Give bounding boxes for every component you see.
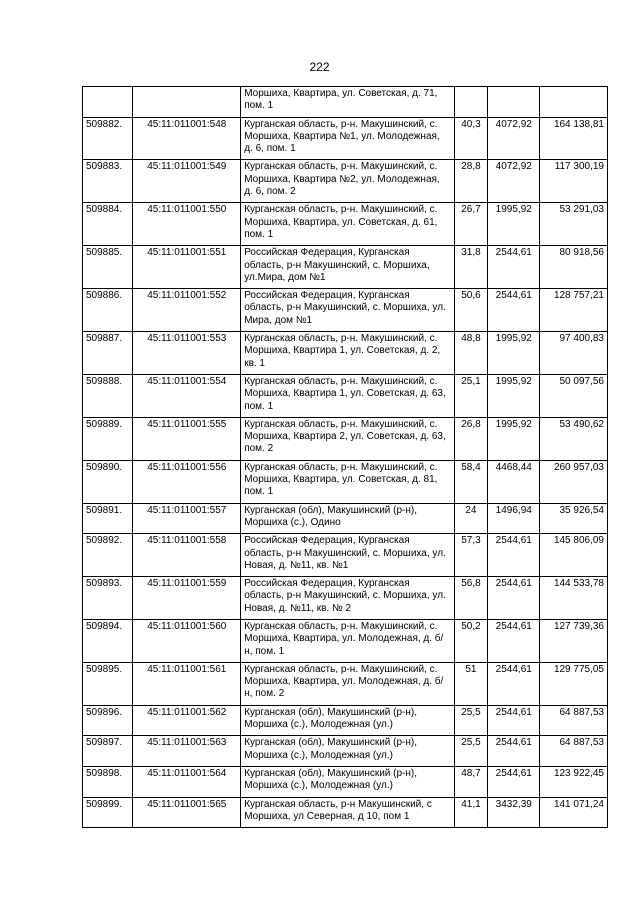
cadastral-number-cell: 45:11:011001:557 — [133, 503, 241, 534]
row-number-cell: 509893. — [83, 577, 133, 620]
cadastral-number-cell: 45:11:011001:553 — [133, 332, 241, 375]
area-cell: 56,8 — [454, 577, 487, 620]
row-number-cell: 509898. — [83, 766, 133, 797]
area-cell: 51 — [454, 662, 487, 705]
table-row — [83, 534, 608, 577]
address-cell: Российская Федерация, Курганская область, р-н Макушинский, с. Моршиха, ул. Новая, д. №11, кв. № 2 — [241, 577, 455, 620]
cadastral-value-cell — [540, 87, 608, 118]
property-registry-table — [82, 86, 608, 828]
rate-cell: 2544,61 — [488, 766, 540, 797]
cadastral-number-cell: 45:11:011001:558 — [133, 534, 241, 577]
rate-cell: 2544,61 — [488, 705, 540, 736]
cadastral-value-cell: 53 490,62 — [540, 417, 608, 460]
rate-cell: 4072,92 — [488, 117, 540, 160]
cadastral-number-cell: 45:11:011001:561 — [133, 662, 241, 705]
cadastral-number-cell: 45:11:011001:559 — [133, 577, 241, 620]
address-cell: Российская Федерация, Курганская область, р-н Макушинский, с. Моршиха, ул.Мира, дом №1 — [241, 246, 455, 289]
table-row — [83, 577, 608, 620]
rate-cell: 2544,61 — [488, 534, 540, 577]
rate-cell: 2544,61 — [488, 246, 540, 289]
table-row — [83, 417, 608, 460]
cadastral-value-cell: 80 918,56 — [540, 246, 608, 289]
row-number-cell: 509884. — [83, 203, 133, 246]
area-cell: 25,5 — [454, 705, 487, 736]
row-number-cell: 509888. — [83, 374, 133, 417]
area-cell: 50,6 — [454, 289, 487, 332]
row-number-cell: 509895. — [83, 662, 133, 705]
row-number-cell: 509882. — [83, 117, 133, 160]
rate-cell: 1995,92 — [488, 332, 540, 375]
rate-cell: 2544,61 — [488, 577, 540, 620]
cadastral-value-cell: 35 926,54 — [540, 503, 608, 534]
cadastral-number-cell: 45:11:011001:555 — [133, 417, 241, 460]
table-row — [83, 117, 608, 160]
table-row — [83, 503, 608, 534]
row-number-cell: 509892. — [83, 534, 133, 577]
page-number: 222 — [309, 60, 330, 74]
rate-cell: 3432,39 — [488, 797, 540, 828]
row-number-cell: 509886. — [83, 289, 133, 332]
cadastral-value-cell: 117 300,19 — [540, 160, 608, 203]
address-cell: Курганская (обл), Макушинский (р-н), Моршиха (с.), Молодежная (ул.) — [241, 705, 455, 736]
address-cell: Курганская область, р-н. Макушинский, с. Моршиха, Квартира, ул. Советская, д. 81, пом. 1 — [241, 460, 455, 503]
area-cell: 48,8 — [454, 332, 487, 375]
address-cell: Моршиха, Квартира, ул. Советская, д. 71, пом. 1 — [241, 87, 455, 118]
table-row — [83, 797, 608, 828]
row-number-cell: 509889. — [83, 417, 133, 460]
area-cell: 31,8 — [454, 246, 487, 289]
rate-cell: 2544,61 — [488, 736, 540, 767]
address-cell: Курганская область, р-н. Макушинский, с. Моршиха, Квартира 2, ул. Советская, д. 63, пом. 2 — [241, 417, 455, 460]
cadastral-value-cell: 123 922,45 — [540, 766, 608, 797]
area-cell: 48,7 — [454, 766, 487, 797]
table-row — [83, 203, 608, 246]
address-cell: Курганская область, р-н. Макушинский, с. Моршиха, Квартира №1, ул. Молодежная, д. 6, пом. 1 — [241, 117, 455, 160]
cadastral-number-cell: 45:11:011001:562 — [133, 705, 241, 736]
row-number-cell: 509894. — [83, 619, 133, 662]
table-row — [83, 87, 608, 118]
rate-cell: 1995,92 — [488, 203, 540, 246]
cadastral-value-cell: 145 806,09 — [540, 534, 608, 577]
area-cell: 26,8 — [454, 417, 487, 460]
address-cell: Курганская область, р-н. Макушинский, с. Моршиха, Квартира 1, ул. Советская, д. 63, пом. 1 — [241, 374, 455, 417]
cadastral-number-cell: 45:11:011001:563 — [133, 736, 241, 767]
table-row — [83, 160, 608, 203]
area-cell: 41,1 — [454, 797, 487, 828]
row-number-cell — [83, 87, 133, 118]
address-cell: Российская Федерация, Курганская область, р-н Макушинский, с. Моршиха, ул. Мира, дом №1 — [241, 289, 455, 332]
table-row — [83, 662, 608, 705]
row-number-cell: 509885. — [83, 246, 133, 289]
area-cell: 25,5 — [454, 736, 487, 767]
cadastral-value-cell: 50 097,56 — [540, 374, 608, 417]
table-row — [83, 460, 608, 503]
table-row — [83, 246, 608, 289]
address-cell: Курганская область, р-н. Макушинский, с. Моршиха, Квартира, ул. Молодежная, д. б/н, пом. 2 — [241, 662, 455, 705]
row-number-cell: 509887. — [83, 332, 133, 375]
cadastral-number-cell: 45:11:011001:551 — [133, 246, 241, 289]
area-cell: 58,4 — [454, 460, 487, 503]
cadastral-number-cell: 45:11:011001:548 — [133, 117, 241, 160]
rate-cell: 1995,92 — [488, 417, 540, 460]
area-cell: 50,2 — [454, 619, 487, 662]
rate-cell: 2544,61 — [488, 619, 540, 662]
rate-cell: 2544,61 — [488, 662, 540, 705]
rate-cell: 1995,92 — [488, 374, 540, 417]
cadastral-number-cell: 45:11:011001:556 — [133, 460, 241, 503]
cadastral-value-cell: 164 138,81 — [540, 117, 608, 160]
cadastral-value-cell: 97 400,83 — [540, 332, 608, 375]
area-cell: 25,1 — [454, 374, 487, 417]
table-row — [83, 705, 608, 736]
row-number-cell: 509890. — [83, 460, 133, 503]
cadastral-number-cell — [133, 87, 241, 118]
cadastral-number-cell: 45:11:011001:554 — [133, 374, 241, 417]
table-row — [83, 332, 608, 375]
cadastral-number-cell: 45:11:011001:564 — [133, 766, 241, 797]
address-cell: Курганская область, р-н Макушинский, с Моршиха, ул Северная, д 10, пом 1 — [241, 797, 455, 828]
row-number-cell: 509897. — [83, 736, 133, 767]
address-cell: Курганская область, р-н. Макушинский, с. Моршиха, Квартира, ул. Молодежная, д. б/н, пом. 1 — [241, 619, 455, 662]
cadastral-number-cell: 45:11:011001:560 — [133, 619, 241, 662]
table-row — [83, 619, 608, 662]
area-cell: 24 — [454, 503, 487, 534]
cadastral-value-cell: 129 775,05 — [540, 662, 608, 705]
cadastral-value-cell: 53 291,03 — [540, 203, 608, 246]
address-cell: Курганская (обл), Макушинский (р-н), Моршиха (с.), Молодежная (ул.) — [241, 766, 455, 797]
address-cell: Курганская (обл), Макушинский (р-н), Моршиха (с.), Молодежная (ул.) — [241, 736, 455, 767]
area-cell: 40,3 — [454, 117, 487, 160]
rate-cell — [488, 87, 540, 118]
rate-cell: 4468,44 — [488, 460, 540, 503]
rate-cell: 2544,61 — [488, 289, 540, 332]
row-number-cell: 509896. — [83, 705, 133, 736]
area-cell — [454, 87, 487, 118]
area-cell: 28,8 — [454, 160, 487, 203]
address-cell: Курганская область, р-н. Макушинский, с. Моршиха, Квартира №2, ул. Молодежная, д. 6, пом. 2 — [241, 160, 455, 203]
cadastral-value-cell: 127 739,36 — [540, 619, 608, 662]
cadastral-number-cell: 45:11:011001:550 — [133, 203, 241, 246]
address-cell: Курганская область, р-н. Макушинский, с. Моршиха, Квартира 1, ул. Советская, д. 2, кв. 1 — [241, 332, 455, 375]
row-number-cell: 509899. — [83, 797, 133, 828]
address-cell: Курганская (обл), Макушинский (р-н), Моршиха (с.), Одино — [241, 503, 455, 534]
area-cell: 26,7 — [454, 203, 487, 246]
table-row — [83, 736, 608, 767]
table-row — [83, 289, 608, 332]
table-body — [83, 87, 608, 828]
cadastral-value-cell: 260 957,03 — [540, 460, 608, 503]
cadastral-value-cell: 64 887,53 — [540, 705, 608, 736]
row-number-cell: 509883. — [83, 160, 133, 203]
cadastral-value-cell: 64 887,53 — [540, 736, 608, 767]
rate-cell: 4072,92 — [488, 160, 540, 203]
rate-cell: 1496,94 — [488, 503, 540, 534]
cadastral-value-cell: 141 071,24 — [540, 797, 608, 828]
table-row — [83, 766, 608, 797]
cadastral-number-cell: 45:11:011001:565 — [133, 797, 241, 828]
cadastral-number-cell: 45:11:011001:549 — [133, 160, 241, 203]
area-cell: 57,3 — [454, 534, 487, 577]
address-cell: Курганская область, р-н. Макушинский, с. Моршиха, Квартира, ул. Советская, д. 61, пом. 1 — [241, 203, 455, 246]
row-number-cell: 509891. — [83, 503, 133, 534]
cadastral-number-cell: 45:11:011001:552 — [133, 289, 241, 332]
table-row — [83, 374, 608, 417]
address-cell: Российская Федерация, Курганская область, р-н Макушинский, с. Моршиха, ул. Новая, д. №11, кв. №1 — [241, 534, 455, 577]
cadastral-value-cell: 144 533,78 — [540, 577, 608, 620]
cadastral-value-cell: 128 757,21 — [540, 289, 608, 332]
